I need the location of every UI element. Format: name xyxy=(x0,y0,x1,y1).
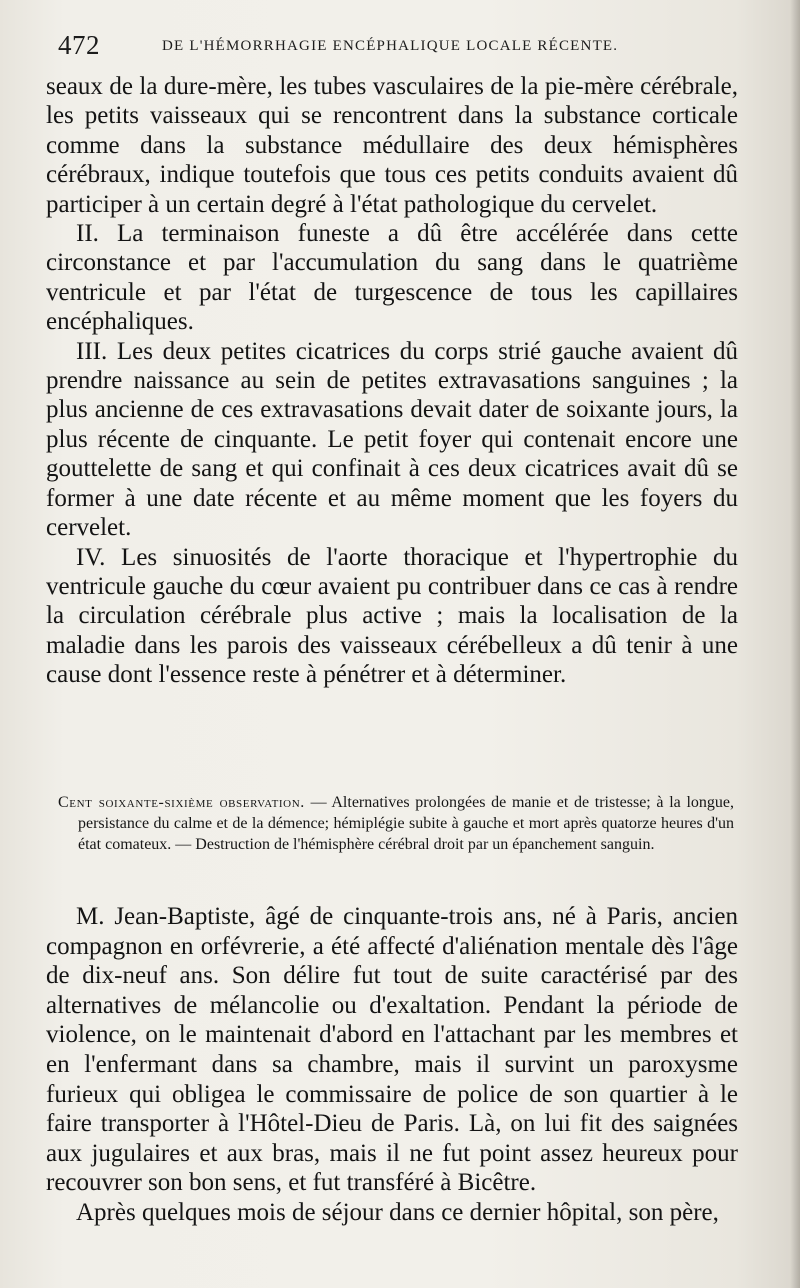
page-header xyxy=(58,30,748,66)
case-text xyxy=(46,902,738,1228)
paragraph-continuation: seaux de la dure-mère, les tubes vasculaires de la pie-mère cérébrale, les petits vaisseaux qui se rencontrent dans la substance corticale comme dans la substance médullaire des deux hémisphères cérébraux, indique toutefois que tous ces petits conduits avaient dû participer à un certain degré à l'état pathologique du cervelet. xyxy=(46,73,738,218)
page-number: 472 xyxy=(58,30,100,60)
paragraph-point-iii: III. Les deux petites cicatrices du corps strié gauche avaient dû prendre naissance au sein de petites extravasations sanguines ; la plus ancienne de ces extravasations devait dater de soixante jours, la plus récente de cinquante. Le petit foyer qui contenait encore une gouttelette de sang et qui confinait à ces deux cicatrices avait dû se former à une date récente et au même moment que les foyers du cervelet. xyxy=(46,337,738,542)
paragraph-case-history: M. Jean-Baptiste, âgé de cinquante-trois ans, né à Paris, ancien compagnon en orfévrerie, a été affecté d'aliénation mentale dès l'âge de dix-neuf ans. Son délire fut tout de suite caractérisé par des alternatives de mélancolie ou d'exaltation. Pendant la période de violence, on le maintenait d'abord en l'attachant par les membres et en l'enfermant dans sa chambre, mais il survint un paroxysme furieux qui obligea le commissaire de police de son quartier à le faire transporter à l'Hôtel-Dieu de Paris. Là, on lui fit des saignées aux jugulaires et aux bras, mais il ne fut point assez heureux pour recouvrer son bon sens, et fut transféré à Bicêtre. xyxy=(46,903,738,1197)
paragraph-point-ii: II. La terminaison funeste a dû être accélérée dans cette circonstance et par l'accumulation du sang dans le quatrième ventricule et par l'état de turgescence de tous les capillaires encéphaliques. xyxy=(46,220,738,336)
paragraph-case-continuation: Après quelques mois de séjour dans ce dernier hôpital, son père, xyxy=(76,1198,719,1226)
main-text xyxy=(46,72,738,690)
observation-text: — Alternatives prolongées de manie et de tristesse; à la longue, persistance du calme et de la démence; hémiplégie subite à gauche et mort après quatorze heures d'un état comateux. — Destruction de l'hémisphère cérébral droit par un épanchement sanguin. xyxy=(78,794,735,853)
page-edge-shadow xyxy=(790,0,800,1288)
observation-paragraph xyxy=(58,792,734,855)
observation-title: Cent soixante-sixième observation. xyxy=(58,794,305,811)
running-head: DE L'HÉMORRHAGIE ENCÉPHALIQUE LOCALE RÉCENTE. xyxy=(162,38,619,54)
observation-summary xyxy=(58,792,734,855)
paragraph-point-iv: IV. Les sinuosités de l'aorte thoracique et l'hypertrophie du ventricule gauche du cœur avaient pu contribuer dans ce cas à rendre la circulation cérébrale plus active ; mais la localisation de la maladie dans les parois des vaisseaux cérébelleux a dû tenir à une cause dont l'essence reste à pénétrer et à déterminer. xyxy=(46,543,738,689)
